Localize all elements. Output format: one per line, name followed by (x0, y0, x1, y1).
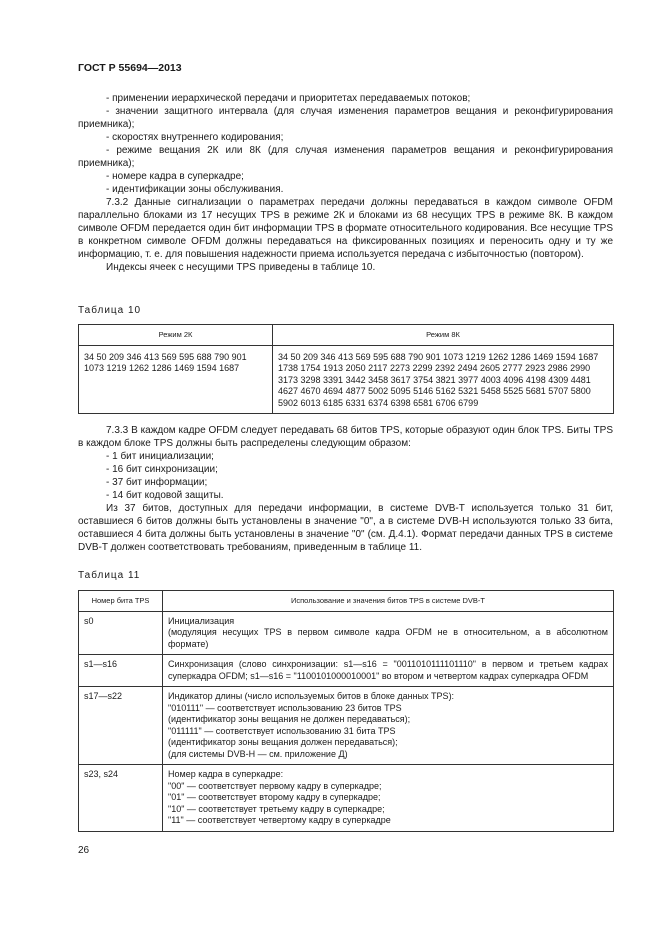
list-item: - скоростях внутреннего кодирования; (106, 132, 284, 143)
paragraph-table10-ref: Индексы ячеек с несущими TPS приведены в таблице 10. (106, 262, 376, 273)
table11-header-usage: Использование и значения битов TPS в системе DVB-T (163, 591, 614, 612)
list-item: - применении иерархической передачи и приоритетах передаваемых потоков; (106, 93, 471, 104)
section-body-top (78, 92, 613, 274)
paragraph-7-3-3: 7.3.3 В каждом кадре OFDM следует передавать 68 битов TPS, которые образуют один блок TPS. Биты TPS в каждом блоке TPS должны быть распределены следующим образом: (78, 425, 613, 449)
table-11 (78, 590, 614, 832)
list-item: - 1 бит инициализации; (106, 451, 214, 462)
table11-header-bit: Номер бита TPS (79, 591, 163, 612)
list-item: - идентификации зоны обслуживания. (106, 184, 284, 195)
table10-caption: Таблица 10 (78, 305, 142, 316)
table11-usage-cell: Индикатор длины (число используемых битов в блоке данных TPS): "010111" — соответствует использованию 23 битов TPS (идентификатор зоны вещания не должен передаваться); "011111" — соответствует использованию 31 бита TPS (идентификатор зоны вещания должен передаваться); (для системы DVB-H — см. приложение Д) (163, 687, 614, 765)
section-body-bottom (78, 424, 613, 554)
table11-usage-cell: Инициализация (модуляция несущих TPS в первом символе кадра OFDM не в относительном, а в абсолютном формате) (163, 611, 614, 655)
page-number: 26 (78, 845, 90, 856)
list-item: - значении защитного интервала (для случая изменения параметров вещания и реконфигурирования приемника); (78, 106, 613, 130)
table11-bit-cell: s1—s16 (79, 655, 163, 687)
list-item: - 37 бит информации; (106, 477, 208, 488)
table11-row (79, 687, 614, 765)
table11-bit-cell: s0 (79, 611, 163, 655)
paragraph-37-bits: Из 37 битов, доступных для передачи информации, в системе DVB-T используется только 31 бит, оставшиеся 6 битов должны быть установлены в значение "0", а в системе DVB-H используются только 33 бита, оставшиеся 4 бита должны быть установлены в значение "0" (см. Д.4.1). Формат передачи данных TPS в системе DVB-T должен соответствовать требованиям, приведенным в таблице 11. (78, 503, 613, 553)
list-item: - 14 бит кодовой защиты. (106, 490, 224, 501)
table10-header-2k: Режим 2К (79, 325, 273, 346)
table10-cell-2k: 34 50 209 346 413 569 595 688 790 901 1073 1219 1262 1286 1469 1594 1687 (79, 345, 273, 414)
table10-cell-8k: 34 50 209 346 413 569 595 688 790 901 1073 1219 1262 1286 1469 1594 1687 1738 1754 1913 2050 2117 2273 2299 2392 2494 2605 2777 2923 2986 2990 3173 3298 3391 3442 3458 3617 3754 3821 3977 4003 4096 4198 4309 4481 4627 4670 4694 4877 5002 5095 5146 5162 5321 5458 5525 5681 5707 5800 5902 6013 6185 6331 6374 6398 6581 6706 6799 (273, 345, 614, 414)
table11-usage-cell: Синхронизация (слово синхронизации: s1—s16 = "0011010111101110" в первом и третьем кадрах суперкадра OFDM; s1—s16 = "1100101000010001" во втором и четвертом кадрах суперкадра OFDM (163, 655, 614, 687)
page-header: ГОСТ Р 55694—2013 (78, 62, 182, 74)
list-item: - номере кадра в суперкадре; (106, 171, 244, 182)
table-10 (78, 324, 614, 414)
list-item: - режиме вещания 2К или 8К (для случая изменения параметров вещания и реконфигурирования приемника); (78, 145, 613, 169)
paragraph-7-3-2: 7.3.2 Данные сигнализации о параметрах передачи должны передаваться в каждом символе OFDM параллельно блоками из 17 несущих TPS в режиме 2К и блоками из 68 несущих TPS в режиме 8К. В каждом символе OFDM передается один бит информации TPS в формате относительного кодирования. Все несущие TPS в конкретном символе OFDM должны передаваться на фиксированных позициях и переносить одну и ту же информацию, т. е. для повышения надежности приема используется передача с избыточностью (повтором). (78, 197, 613, 260)
table11-caption: Таблица 11 (78, 570, 141, 581)
table10-header-8k: Режим 8К (273, 325, 614, 346)
table11-row (79, 611, 614, 655)
table11-bit-cell: s23, s24 (79, 765, 163, 832)
list-item: - 16 бит синхронизации; (106, 464, 218, 475)
table11-row (79, 655, 614, 687)
table11-usage-cell: Номер кадра в суперкадре: "00" — соответствует первому кадру в суперкадре; "01" — соответствует второму кадру в суперкадре; "10" — соответствует третьему кадру в суперкадре; "11" — соответствует четвертому кадру в суперкадре (163, 765, 614, 832)
table11-row (79, 765, 614, 832)
table11-bit-cell: s17—s22 (79, 687, 163, 765)
